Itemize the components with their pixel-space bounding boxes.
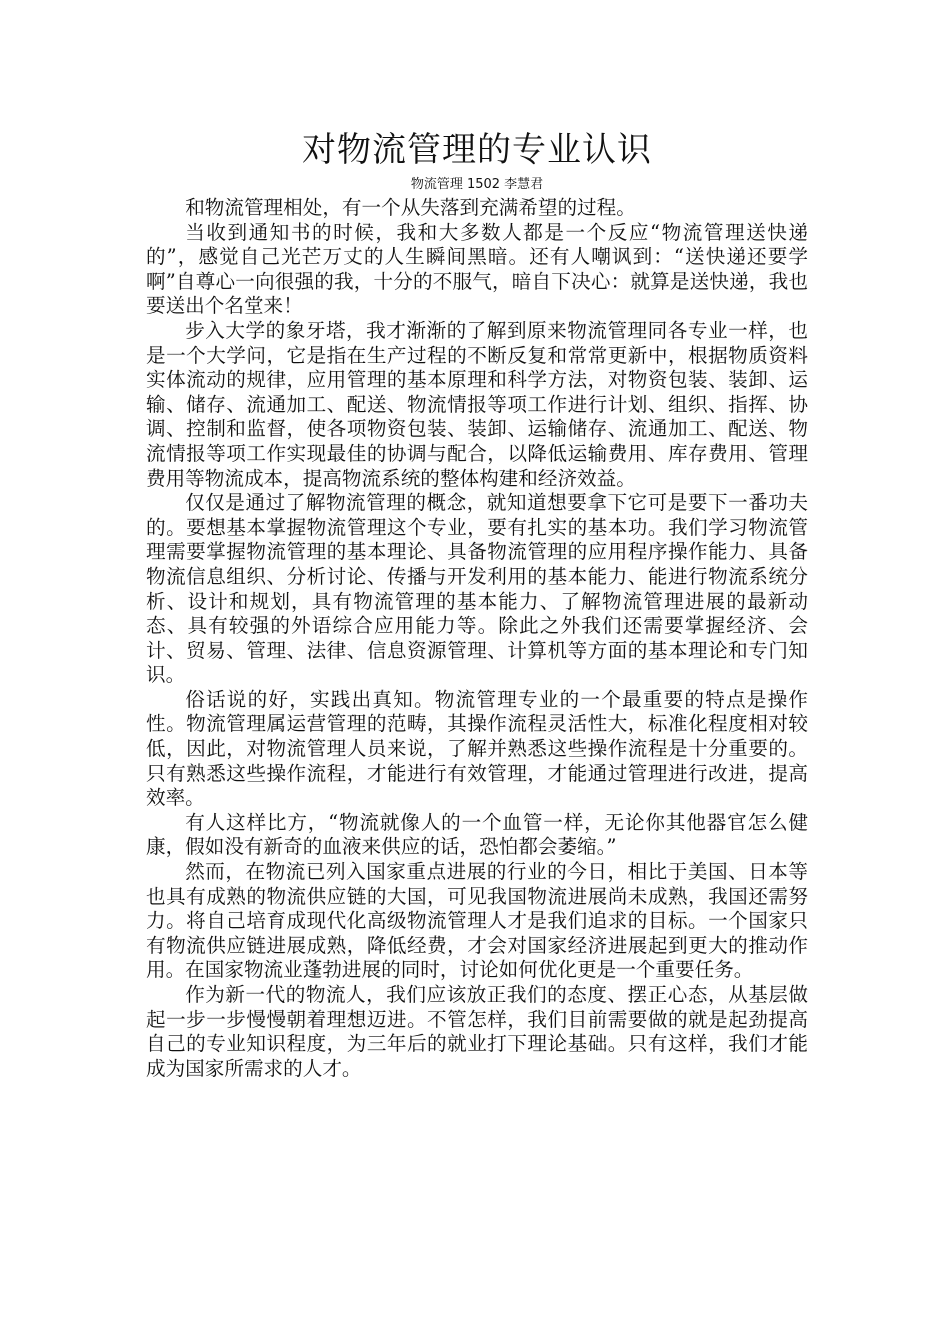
document-content (146, 128, 808, 1081)
document-title: 对物流管理的专业认识 (302, 130, 652, 170)
paragraph-5: 俗话说的好，实践出真知。物流管理专业的一个最重要的特点是操作性。物流管理属运营管理的范畴，其操作流程灵活性大，标准化程度相对较低，因此，对物流管理人员来说，了解并熟悉这些操作流程是十分重要的。只有熟悉这些操作流程，才能进行有效管理，才能通过管理进行改进，提高效率。 (146, 687, 808, 810)
document-body (146, 196, 808, 1081)
paragraph-8: 作为新一代的物流人，我们应该放正我们的态度、摆正心态，从基层做起一步一步慢慢朝着理想迈进。不管怎样，我们目前需要做的就是起劲提高自己的专业知识程度，为三年后的就业打下理论基础。只有这样，我们才能成为国家所需求的人才。 (146, 983, 808, 1080)
paragraph-4: 仅仅是通过了解物流管理的概念，就知道想要拿下它可是要下一番功夫的。要想基本掌握物流管理这个专业，要有扎实的基本功。我们学习物流管理需要掌握物流管理的基本理论、具备物流管理的应用程序操作能力、具备物流信息组织、分析讨论、传播与开发利用的基本能力、能进行物流系统分析、设计和规划，具有物流管理的基本能力、了解物流管理进展的最新动态、具有较强的外语综合应用能力等。除此之外我们还需要掌握经济、会计、贸易、管理、法律、信息资源管理、计算机等方面的基本理论和专门知识。 (146, 491, 808, 687)
document-author: 物流管理 1502 李慧君 (410, 177, 544, 192)
paragraph-1: 和物流管理相处，有一个从失落到充满希望的过程。 (185, 196, 636, 219)
paragraph-2: 当收到通知书的时候，我和大多数人都是一个反应“物流管理送快递的”，感觉自己光芒万丈的人生瞬间黑暗。还有人嘲讽到：“送快递还要学啊”自尊心一向很强的我，十分的不服气，暗自下决心：就算是送快递，我也要送出个名堂来！ (146, 220, 808, 318)
paragraph-6: 有人这样比方，“物流就像人的一个血管一样，无论你其他器官怎么健康，假如没有新奇的血液来供应的话，恐怕都会萎缩。” (146, 810, 808, 859)
paragraph-3: 步入大学的象牙塔，我才渐渐的了解到原来物流管理同各专业一样，也是一个大学问，它是指在生产过程的不断反复和常常更新中，根据物质资料实体流动的规律，应用管理的基本原理和科学方法，对物资包装、装卸、运输、储存、流通加工、配送、物流情报等项工作进行计划、组织、指挥、协调、控制和监督，使各项物资包装、装卸、运输储存、流通加工、配送、物流情报等项工作实现最佳的协调与配合，以降低运输费用、库存费用、管理费用等物流成本，提高物流系统的整体构建和经济效益。 (146, 318, 808, 490)
paragraph-7: 然而，在物流已列入国家重点进展的行业的今日，相比于美国、日本等也具有成熟的物流供应链的大国，可见我国物流进展尚未成熟，我国还需努力。将自己培育成现代化高级物流管理人才是我们追求的目标。一个国家只有物流供应链进展成熟，降低经费，才会对国家经济进展起到更大的推动作用。在国家物流业蓬勃进展的同时，讨论如何优化更是一个重要任务。 (146, 860, 808, 982)
